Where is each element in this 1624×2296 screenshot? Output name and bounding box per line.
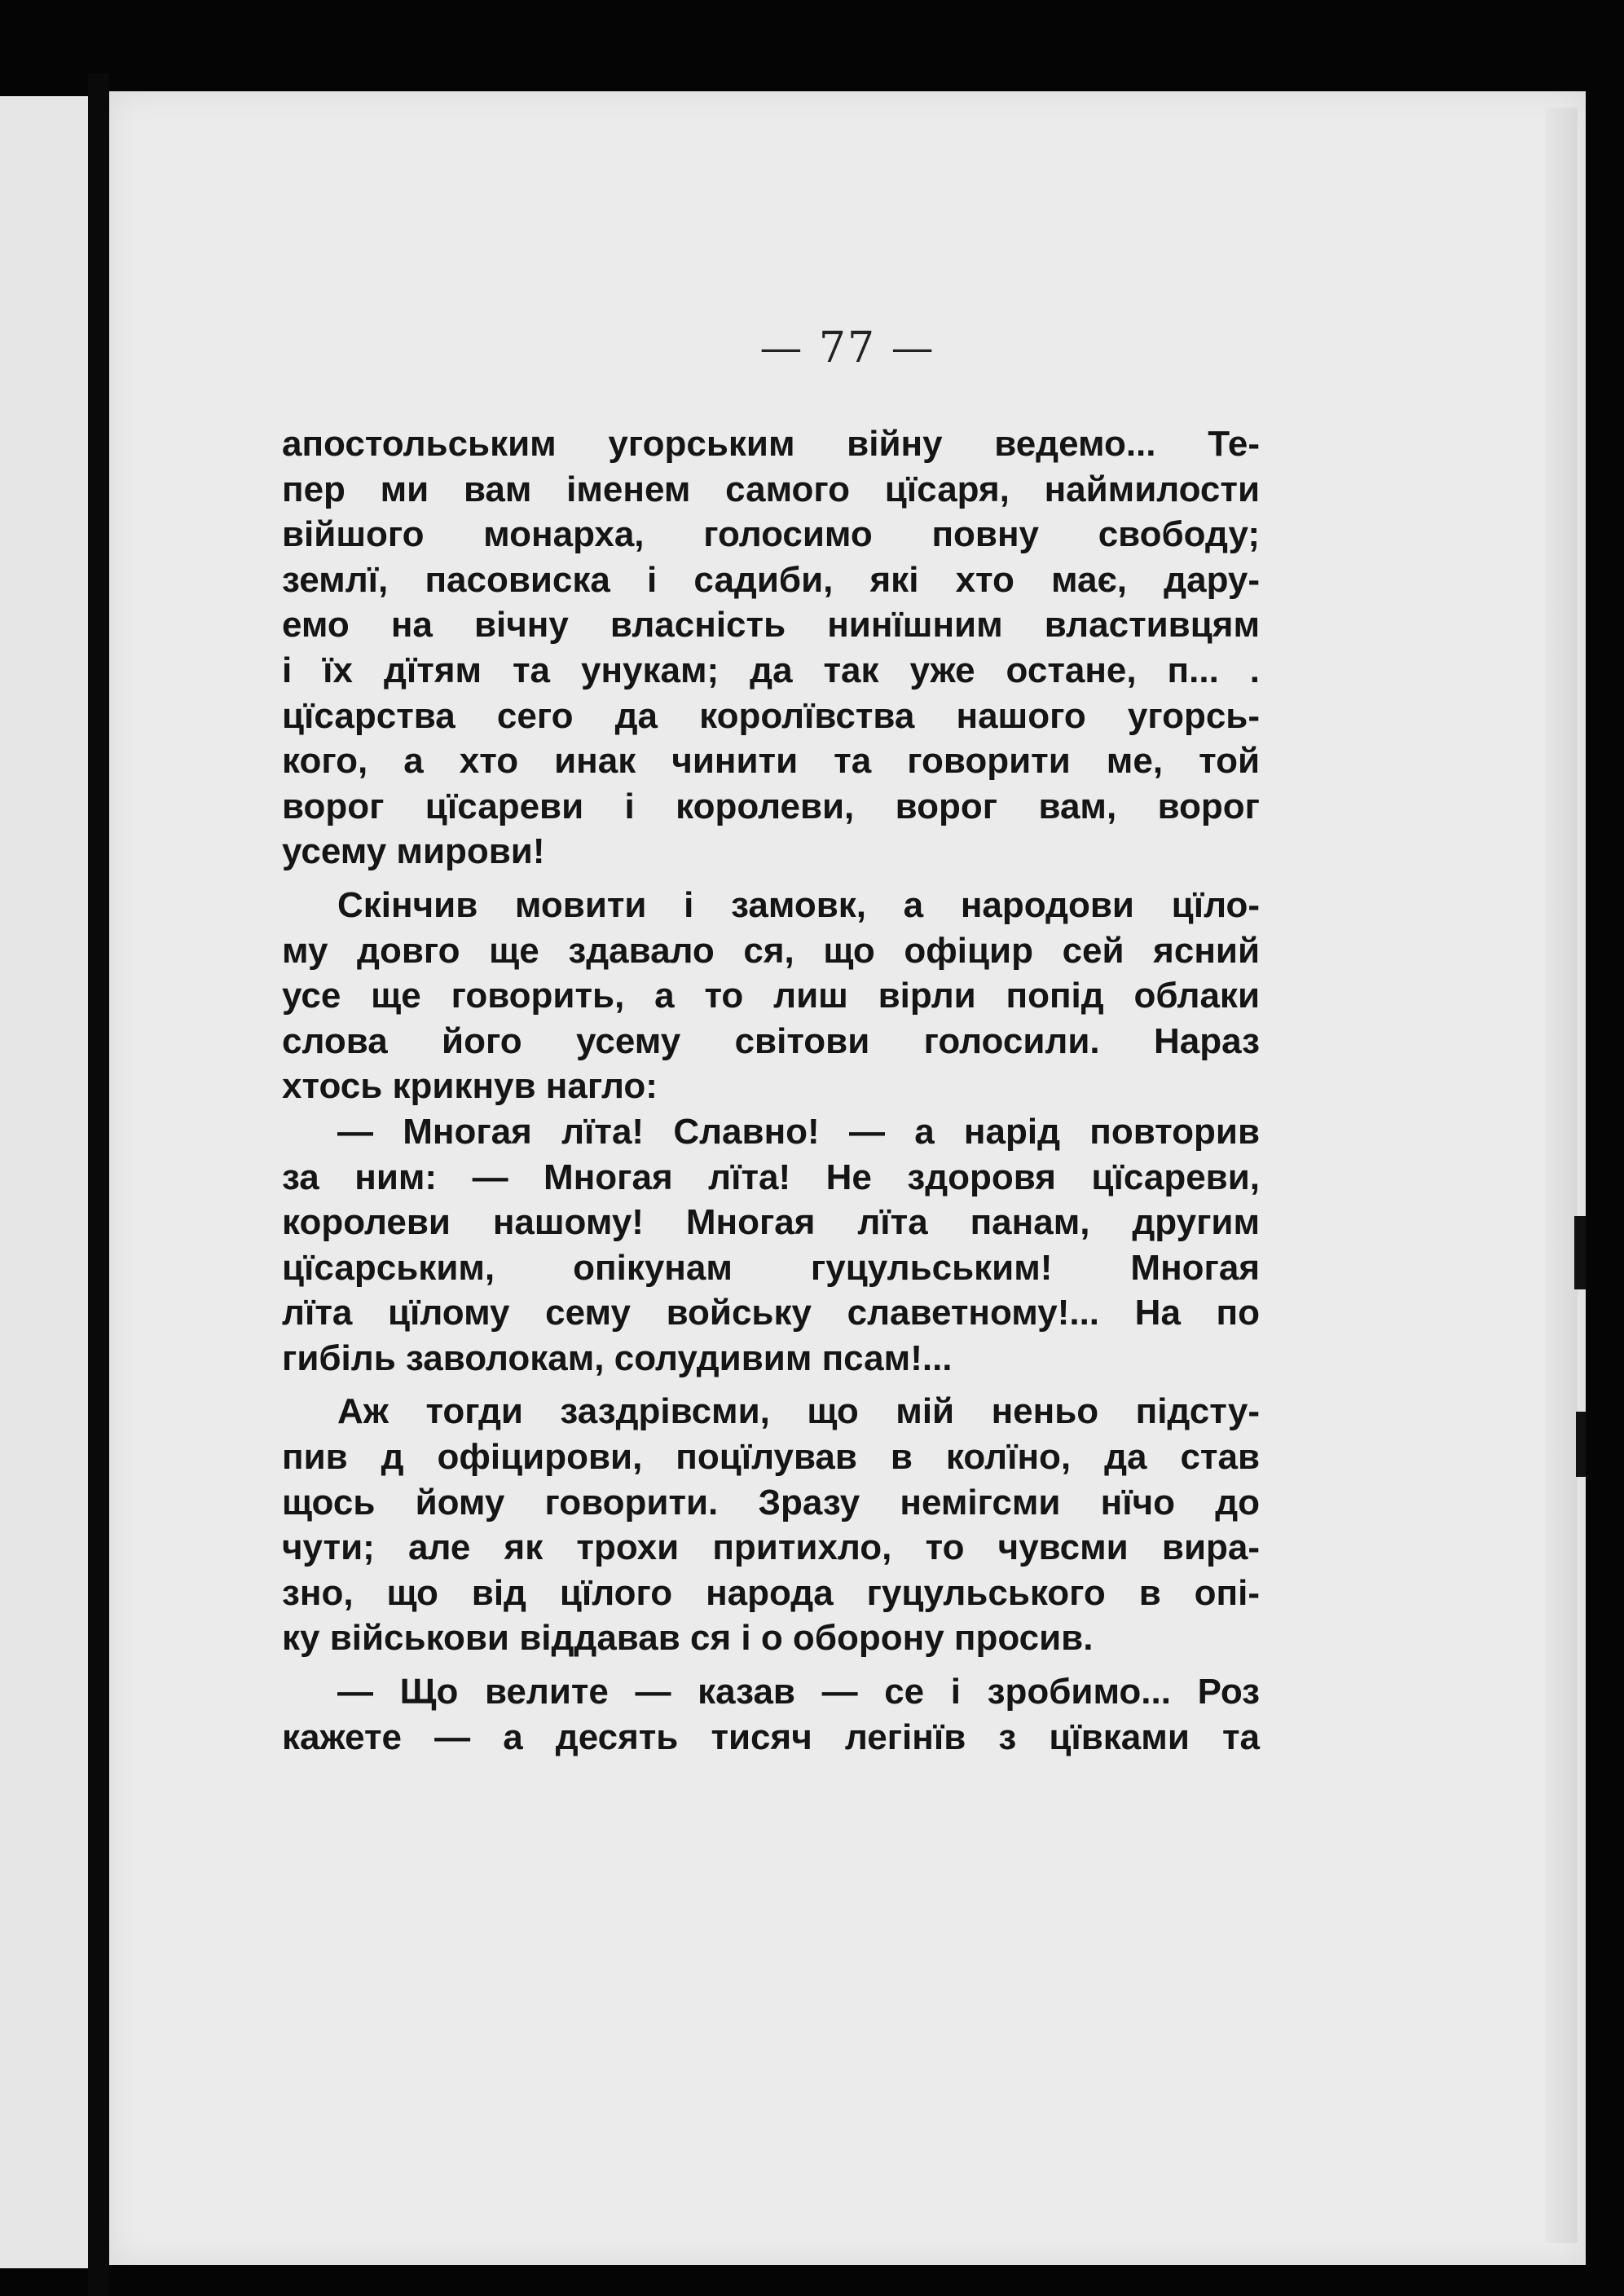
- text-line: зно, що від цїлого народа гуцульського в опі-: [282, 1572, 1260, 1613]
- text-line: пер ми вам іменем самого цїсаря, наймилости: [282, 469, 1260, 509]
- text-line: цїсарським, опікунам гуцульським! Многая: [282, 1247, 1260, 1288]
- text-line: усему мирови!: [282, 831, 545, 872]
- text-line: гибіль заволокам, солудивим псам!...: [282, 1337, 953, 1378]
- text-line: емо на вічну власність нинїшним властивцям: [282, 605, 1260, 646]
- scan-edge-mark: [1576, 1412, 1586, 1477]
- text-line: за ним: — Многая лїта! Не здоровя цїсареви,: [282, 1157, 1260, 1197]
- book-gutter: [88, 73, 109, 2296]
- text-line: кажете — а десять тисяч легінїв з цївками та: [282, 1716, 1260, 1757]
- text-line: ку військови віддавав ся і о оборону просив.: [282, 1618, 1094, 1659]
- text-line: слова його усему світови голосили. Нараз: [282, 1020, 1260, 1061]
- text-line: чути; але як трохи притихло, то чувсми вира-: [282, 1527, 1260, 1568]
- book-page: [109, 91, 1586, 2265]
- text-line: цїсарства сего да королївства нашого угорсь-: [282, 695, 1260, 736]
- page-text: [282, 421, 1260, 1760]
- page-number: — 77 —: [759, 324, 935, 372]
- text-line: хтось крикнув нагло:: [282, 1066, 658, 1107]
- text-line: щось йому говорити. Зразу немігсми нїчо до: [282, 1482, 1260, 1523]
- text-line: апостольським угорським війну ведемо... Те-: [282, 424, 1260, 464]
- text-line: королеви нашому! Многая лїта панам, другим: [282, 1202, 1260, 1243]
- text-line: лїта цїлому сему войську славетному!... На по: [282, 1293, 1260, 1333]
- page-fore-edge: [1545, 108, 1578, 2243]
- text-line: ворог цїсареви і королеви, ворог вам, ворог: [282, 786, 1260, 826]
- text-line: кого, а хто инак чинити та говорити ме, той: [282, 741, 1260, 782]
- text-line: війшого монарха, голосимо повну свободу;: [282, 514, 1260, 555]
- text-line: му довго ще здавало ся, що офіцир сей ясний: [282, 930, 1260, 971]
- text-line: пив д офіцирови, поцїлував в колїно, да став: [282, 1437, 1260, 1478]
- text-line: Аж тогди заздрівсми, що мій неньо підсту-: [337, 1391, 1260, 1432]
- scan-edge-mark: [1574, 1216, 1586, 1289]
- text-line: і їх дїтям та унукам; да так уже остане, п... .: [282, 650, 1260, 690]
- text-line: — Многая лїта! Славно! — а нарід повторив: [337, 1111, 1260, 1152]
- text-line: — Що велите — казав — се і зробимо... Роз: [337, 1672, 1260, 1712]
- text-line: усе ще говорить, а то лиш вірли попід облаки: [282, 976, 1260, 1016]
- previous-page-edge: [0, 96, 90, 2268]
- text-line: Скінчив мовити і замовк, а народови цїло-: [337, 884, 1260, 925]
- text-line: землї, пасовиска і садиби, які хто має, дару-: [282, 559, 1260, 600]
